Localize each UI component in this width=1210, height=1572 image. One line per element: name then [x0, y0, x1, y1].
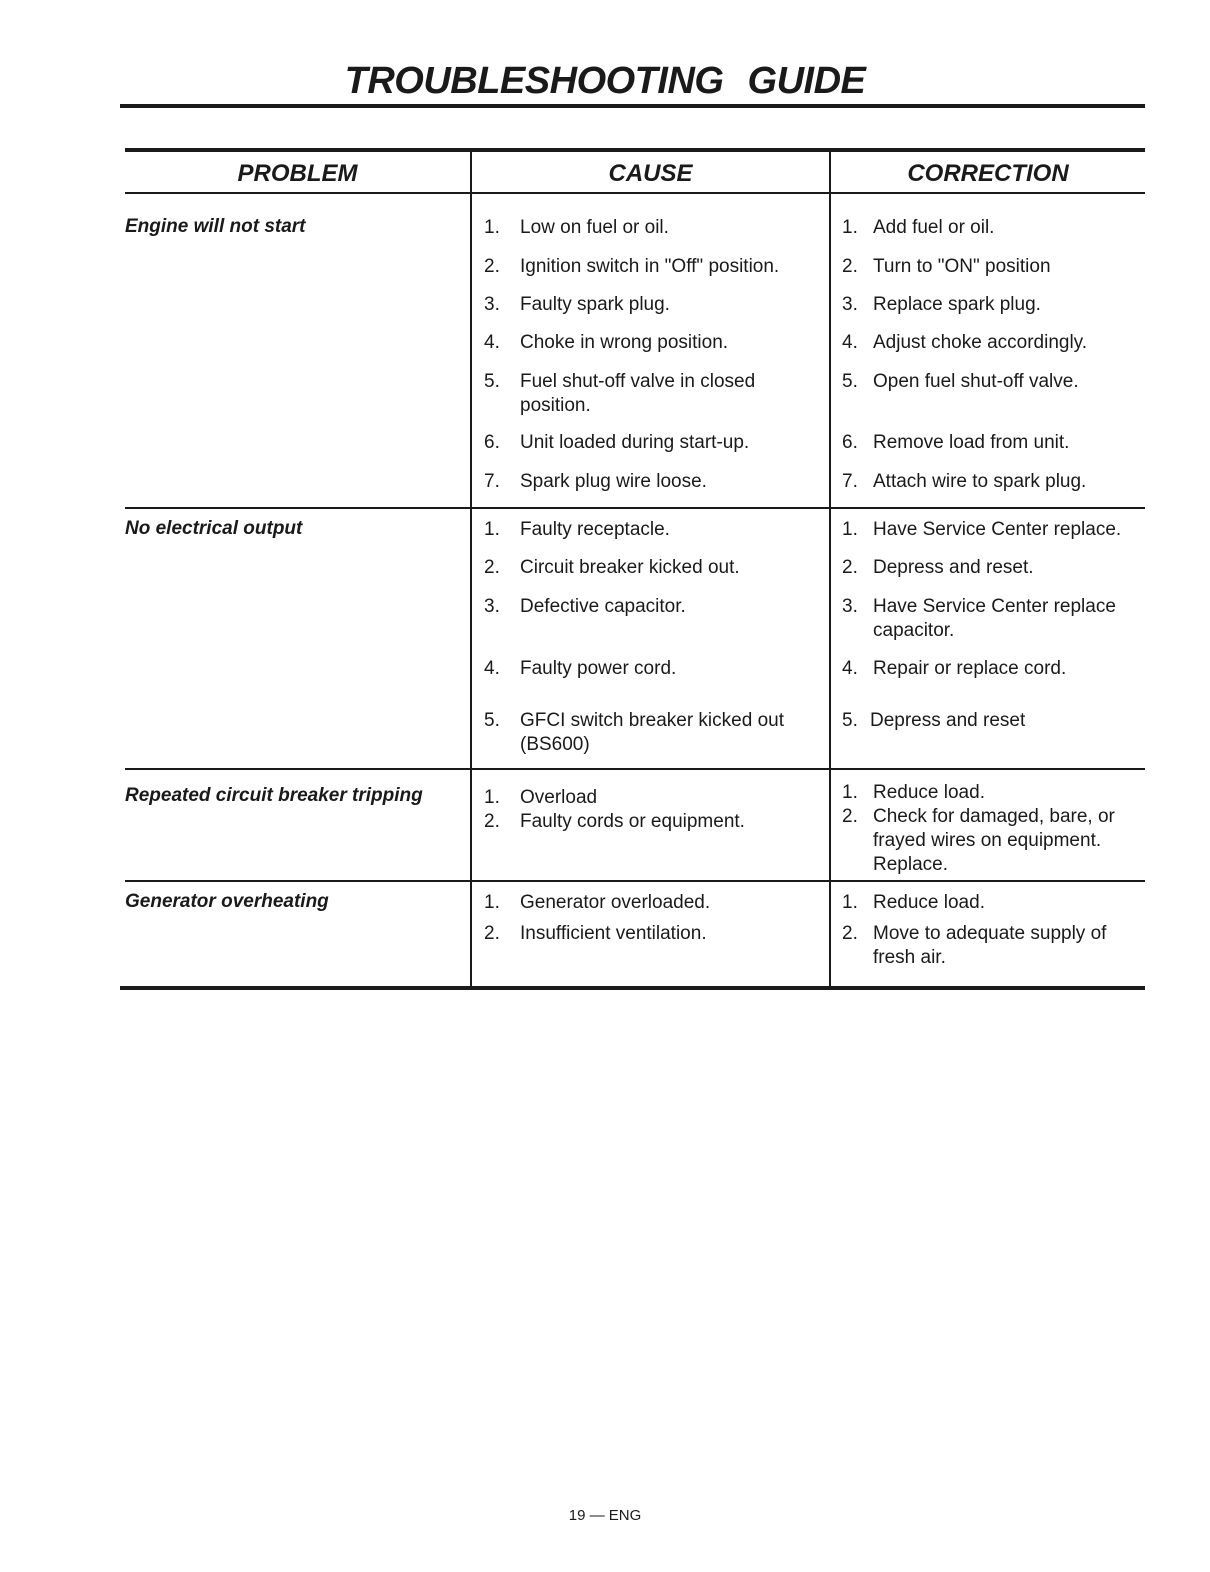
item-number: 1.	[484, 519, 500, 540]
item-text: Faulty receptacle.	[520, 519, 670, 540]
item-number: 2.	[842, 806, 858, 827]
item-text: Adjust choke accordingly.	[873, 332, 1088, 353]
problem-label: Repeated circuit breaker tripping	[125, 785, 423, 806]
item-text: Attach wire to spark plug.	[873, 471, 1087, 492]
row-divider	[125, 507, 1145, 509]
item-text: Add fuel or oil.	[873, 217, 995, 238]
row-divider	[125, 768, 1145, 770]
item-text: Choke in wrong position.	[520, 332, 729, 353]
item-number: 2.	[484, 256, 500, 277]
item-text: Unit loaded during start-up.	[520, 432, 750, 453]
item-number: 4.	[842, 658, 858, 679]
item-text: Turn to "ON" position	[873, 256, 1051, 277]
item-number: 2.	[842, 256, 858, 277]
item-number: 3.	[842, 596, 858, 617]
item-number: 1.	[842, 519, 858, 540]
item-number: 2.	[842, 557, 858, 578]
item-text: Defective capacitor.	[520, 596, 686, 617]
item-number: 1.	[842, 217, 858, 238]
item-number: 6.	[484, 432, 500, 453]
item-number: 1.	[484, 787, 500, 808]
item-number: 5.	[842, 371, 858, 392]
table-top-rule	[125, 148, 1145, 152]
item-number: 5.	[484, 371, 500, 392]
row-divider	[125, 880, 1145, 882]
item-number: 1.	[484, 217, 500, 238]
header-cause: CAUSE	[608, 160, 693, 187]
item-text: Generator overloaded.	[520, 892, 711, 913]
item-number: 4.	[484, 332, 500, 353]
item-text: Low on fuel or oil.	[520, 217, 669, 238]
item-text: Move to adequate supply of fresh air.	[873, 923, 1107, 968]
header-correction: CORRECTION	[907, 160, 1069, 187]
item-number: 7.	[484, 471, 500, 492]
item-number: 6.	[842, 432, 858, 453]
table-bottom-rule	[120, 986, 1145, 990]
item-text: Have Service Center replace.	[873, 519, 1122, 540]
item-number: 4.	[842, 332, 858, 353]
item-text: Repair or replace cord.	[873, 658, 1067, 679]
problem-label: Generator overheating	[125, 891, 329, 912]
item-number: 3.	[484, 294, 500, 315]
item-text: Faulty cords or equipment.	[520, 811, 745, 832]
item-text: Depress and reset.	[873, 557, 1034, 578]
column-divider	[470, 152, 472, 988]
item-number: 1.	[842, 892, 858, 913]
header-problem: PROBLEM	[237, 160, 358, 187]
item-number: 3.	[842, 294, 858, 315]
item-text: Open fuel shut-off valve.	[873, 371, 1079, 392]
item-text: Depress and reset	[870, 710, 1026, 731]
item-text: Reduce load.	[873, 782, 985, 803]
item-number: 4.	[484, 658, 500, 679]
item-text: Ignition switch in "Off" position.	[520, 256, 780, 277]
item-text: Faulty spark plug.	[520, 294, 670, 315]
item-text: Circuit breaker kicked out.	[520, 557, 740, 578]
column-divider	[829, 152, 831, 988]
item-text: Insufficient ventilation.	[520, 923, 707, 944]
title-underline	[120, 104, 1145, 108]
item-number: 2.	[484, 811, 500, 832]
item-number: 2.	[484, 923, 500, 944]
page-title: TROUBLESHOOTING GUIDE	[344, 60, 866, 102]
item-number: 5.	[484, 710, 500, 731]
item-text: Remove load from unit.	[873, 432, 1070, 453]
item-text: GFCI switch breaker kicked out (BS600)	[520, 710, 784, 755]
item-text: Replace spark plug.	[873, 294, 1041, 315]
item-number: 7.	[842, 471, 858, 492]
item-text: Reduce load.	[873, 892, 985, 913]
item-text: Overload	[520, 787, 598, 808]
page-footer: 19 — ENG	[568, 1507, 642, 1524]
item-number: 1.	[484, 892, 500, 913]
item-number: 2.	[484, 557, 500, 578]
item-number: 2.	[842, 923, 858, 944]
item-number: 3.	[484, 596, 500, 617]
item-text: Faulty power cord.	[520, 658, 677, 679]
item-text: Fuel shut-off valve in closed position.	[520, 371, 756, 416]
item-number: 5.	[842, 710, 858, 731]
item-text: Have Service Center replace capacitor.	[873, 596, 1116, 641]
item-text: Spark plug wire loose.	[520, 471, 707, 492]
item-number: 1.	[842, 782, 858, 803]
item-text: Check for damaged, bare, or frayed wires on equipment. Replace.	[873, 806, 1115, 875]
problem-label: No electrical output	[125, 518, 303, 539]
problem-label: Engine will not start	[125, 216, 306, 237]
